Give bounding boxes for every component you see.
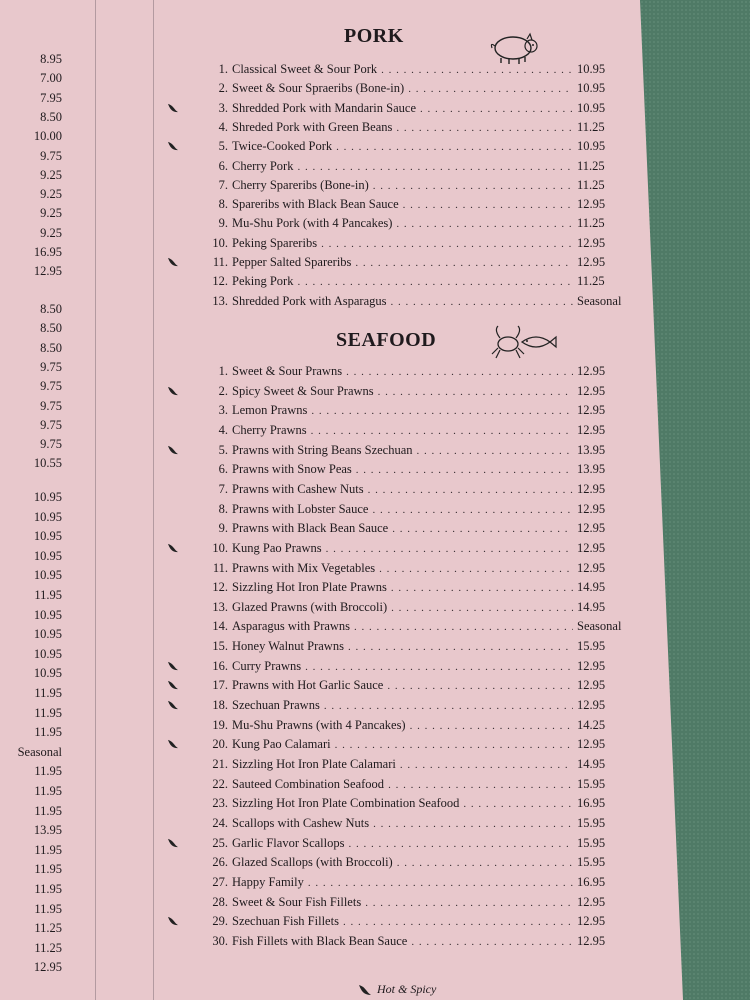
dot-leader <box>396 218 573 230</box>
menu-item-price: 11.25 <box>577 119 605 134</box>
menu-item-number: 4. <box>218 119 228 134</box>
dot-leader <box>348 838 573 850</box>
left-price: 12.95 <box>33 960 62 975</box>
left-price: 9.75 <box>40 359 62 374</box>
menu-item <box>170 294 625 312</box>
dot-leader <box>463 798 573 810</box>
menu-item <box>170 737 625 755</box>
menu-item-name: Szechuan Prawns <box>232 698 320 713</box>
menu-item-price: 12.95 <box>577 521 606 536</box>
menu-item-number: 20. <box>212 737 228 752</box>
menu-item-price: 13.95 <box>577 462 606 477</box>
menu-item-name: Honey Walnut Prawns <box>232 639 344 654</box>
dot-leader <box>311 425 573 437</box>
dot-leader <box>408 83 573 95</box>
menu-item-price: 15.95 <box>577 815 606 830</box>
menu-item <box>170 639 625 657</box>
menu-item-price: 12.95 <box>577 914 606 929</box>
menu-item <box>170 423 625 441</box>
menu-item-name: Shreded Pork with Green Beans <box>232 119 393 134</box>
menu-item <box>170 541 625 559</box>
dot-leader <box>343 916 573 928</box>
menu-item-number: 30. <box>212 933 228 948</box>
left-price: 13.95 <box>33 823 62 838</box>
left-price: 10.95 <box>33 509 62 524</box>
chili-pepper-icon <box>166 838 180 848</box>
menu-item <box>170 178 625 196</box>
menu-item-name: Kung Pao Calamari <box>232 737 331 752</box>
menu-item-price: 12.95 <box>577 894 606 909</box>
menu-item <box>170 914 625 932</box>
menu-item-name: Sweet & Sour Prawns <box>232 364 343 378</box>
left-price: 11.95 <box>34 784 62 798</box>
menu-item <box>170 600 625 618</box>
dot-leader <box>391 582 573 594</box>
menu-item-name: Twice-Cooked Pork <box>232 139 333 154</box>
menu-item-number: 8. <box>218 197 228 212</box>
menu-item <box>170 580 625 598</box>
menu-item-price: 11.25 <box>577 158 605 173</box>
menu-item-number: 26. <box>212 855 228 870</box>
menu-item-number: 23. <box>212 796 228 811</box>
left-price: 16.95 <box>33 245 62 259</box>
menu-item-name: Cherry Pork <box>232 158 294 173</box>
menu-item-name: Sizzling Hot Iron Plate Combination Seafood <box>232 796 460 811</box>
chili-pepper-icon <box>166 680 180 690</box>
menu-item-price: 12.95 <box>577 933 606 948</box>
dot-leader <box>379 563 573 575</box>
menu-item-number: 7. <box>218 177 228 192</box>
dot-leader <box>378 386 573 398</box>
menu-item-name: Spicy Sweet & Sour Prawns <box>232 383 374 398</box>
menu-item-price: 12.95 <box>577 197 606 212</box>
menu-item-price: 12.95 <box>577 422 606 437</box>
chili-pepper-icon <box>166 661 180 671</box>
menu-item-price: 12.95 <box>577 255 606 269</box>
spicy-legend <box>358 982 436 997</box>
menu-item-name: Happy Family <box>232 874 304 889</box>
left-price: 10.00 <box>33 129 62 144</box>
left-price: 11.95 <box>34 862 62 877</box>
menu-item-number: 27. <box>212 874 228 889</box>
menu-item-name: Szechuan Fish Fillets <box>232 914 339 929</box>
menu-item-price: 14.25 <box>577 717 606 732</box>
menu-item <box>170 678 625 696</box>
menu-item-number: 10. <box>212 540 228 555</box>
dot-leader <box>354 621 573 633</box>
column-divider-left <box>95 0 96 1000</box>
dot-leader <box>387 680 573 692</box>
menu-item-price: 12.95 <box>577 540 606 555</box>
menu-item-number: 19. <box>212 717 228 732</box>
left-price: 10.95 <box>33 490 62 504</box>
menu-item-name: Garlic Flavor Scallops <box>232 835 345 850</box>
menu-item-price: 15.95 <box>577 639 606 654</box>
menu-item-price: 14.95 <box>577 599 606 614</box>
left-price: 7.95 <box>40 90 62 105</box>
menu-item-name: Prawns with Black Bean Sauce <box>232 521 389 536</box>
menu-item-price: 12.95 <box>577 560 606 575</box>
dot-leader <box>420 103 573 115</box>
menu-item <box>170 855 625 873</box>
menu-item-name: Peking Pork <box>232 274 294 289</box>
menu-item <box>170 502 625 520</box>
menu-item-name: Cherry Spareribs (Bone-in) <box>232 177 369 192</box>
menu-item-number: 16. <box>212 658 228 673</box>
menu-item-price: 16.95 <box>577 796 606 811</box>
menu-item-price: 15.95 <box>577 855 606 870</box>
left-price: 9.25 <box>40 187 62 202</box>
menu-item-name: Curry Prawns <box>232 658 302 673</box>
menu-item-number: 1. <box>218 62 228 76</box>
menu-item-name: Prawns with Snow Peas <box>232 462 352 477</box>
dot-leader <box>411 936 573 948</box>
chili-pepper-icon <box>166 700 180 710</box>
spicy-legend-label: Hot & Spicy <box>377 982 437 996</box>
chili-pepper-icon <box>166 141 180 151</box>
left-price: 10.95 <box>33 627 62 642</box>
dot-leader <box>400 759 573 771</box>
menu-item-number: 15. <box>212 639 228 654</box>
left-price: 10.95 <box>33 607 62 622</box>
menu-item-number: 24. <box>212 815 228 830</box>
left-price: 10.55 <box>33 456 62 471</box>
menu-item-price: 14.95 <box>577 757 606 771</box>
menu-item <box>170 816 625 834</box>
column-divider-center <box>153 0 154 1000</box>
menu-item-name: Fish Fillets with Black Bean Sauce <box>232 933 408 948</box>
menu-item-name: Glazed Scallops (with Broccoli) <box>232 855 393 870</box>
menu-item-name: Sizzling Hot Iron Plate Prawns <box>232 580 387 595</box>
menu-item <box>170 403 625 421</box>
menu-item-name: Sizzling Hot Iron Plate Calamari <box>232 757 396 771</box>
menu-item-price: 12.95 <box>577 364 606 378</box>
dot-leader <box>326 543 573 555</box>
menu-item-number: 2. <box>218 383 228 398</box>
menu-item-number: 10. <box>212 235 228 250</box>
left-price: 9.25 <box>40 225 62 240</box>
menu-item-price: 10.95 <box>577 100 606 115</box>
dot-leader <box>348 641 573 653</box>
menu-item-price: Seasonal <box>577 293 622 308</box>
menu-item-price: 10.95 <box>577 62 606 76</box>
chili-pepper-icon <box>166 386 180 396</box>
menu-item <box>170 139 625 157</box>
menu-item <box>170 81 625 99</box>
menu-item-number: 18. <box>212 698 228 713</box>
left-price: 9.75 <box>40 398 62 413</box>
menu-item-price: 15.95 <box>577 835 606 850</box>
chili-pepper-icon <box>166 739 180 749</box>
menu-item-price: 13.95 <box>577 442 606 457</box>
left-price: 10.95 <box>33 666 62 681</box>
menu-item-name: Prawns with Lobster Sauce <box>232 501 369 516</box>
menu-item-name: Sauteed Combination Seafood <box>232 776 385 791</box>
dot-leader <box>365 897 573 909</box>
menu-item-number: 3. <box>218 403 228 418</box>
menu-item-number: 14. <box>212 619 228 634</box>
left-price: 7.00 <box>40 71 62 86</box>
dot-leader <box>335 739 573 751</box>
menu-item <box>170 159 625 177</box>
menu-item-price: 11.25 <box>577 216 605 231</box>
dot-leader <box>403 199 573 211</box>
menu-item-name: Shredded Pork with Asparagus <box>232 293 387 308</box>
menu-item-name: Glazed Prawns (with Broccoli) <box>232 599 388 614</box>
left-price: 11.95 <box>34 842 62 857</box>
menu-item-price: 12.95 <box>577 481 606 496</box>
left-price: 11.25 <box>34 940 62 955</box>
dot-leader <box>311 405 573 417</box>
left-price: 11.95 <box>34 725 62 740</box>
menu-item-number: 11. <box>212 255 228 269</box>
menu-item-price: 12.95 <box>577 383 606 398</box>
chili-pepper-icon <box>166 445 180 455</box>
left-price: 9.75 <box>40 379 62 394</box>
menu-item-name: Shredded Pork with Mandarin Sauce <box>232 100 416 115</box>
menu-item-number: 2. <box>218 81 228 96</box>
menu-item <box>170 521 625 539</box>
menu-item-name: Scallops with Cashew Nuts <box>232 815 370 830</box>
menu-item-price: 12.95 <box>577 235 606 250</box>
dot-leader <box>391 296 574 308</box>
menu-item-name: Prawns with Mix Vegetables <box>232 560 376 575</box>
left-price: 11.25 <box>34 921 62 936</box>
left-price: 8.50 <box>40 302 62 316</box>
dot-leader <box>336 141 573 153</box>
menu-item <box>170 120 625 138</box>
left-price: 8.50 <box>40 340 62 355</box>
left-price: 10.95 <box>33 568 62 583</box>
dot-leader <box>356 464 573 476</box>
left-price: 9.75 <box>40 417 62 432</box>
left-price: 10.95 <box>33 646 62 661</box>
menu-item <box>170 482 625 500</box>
menu-item-price: 11.25 <box>577 274 605 289</box>
menu-item <box>170 384 625 402</box>
dot-leader <box>396 122 573 134</box>
menu-item-name: Sweet & Sour Fish Fillets <box>232 894 362 909</box>
dot-leader <box>388 779 573 791</box>
left-price: 11.95 <box>34 686 62 700</box>
menu-item-number: 12. <box>212 274 228 289</box>
menu-item-number: 3. <box>218 100 228 115</box>
chili-pepper-icon <box>166 103 180 113</box>
menu-item-price: 12.95 <box>577 403 606 418</box>
left-price: 10.95 <box>33 529 62 544</box>
menu-item <box>170 796 625 814</box>
menu-item <box>170 255 625 273</box>
left-price: Seasonal <box>17 744 62 759</box>
menu-item-name: Prawns with String Beans Szechuan <box>232 442 413 457</box>
left-price: 9.75 <box>40 148 62 163</box>
menu-item-number: 6. <box>218 158 228 173</box>
dot-leader <box>391 602 573 614</box>
left-price: 8.50 <box>40 109 62 124</box>
left-price: 11.95 <box>34 803 62 818</box>
dot-leader <box>392 523 573 535</box>
menu-item-price: 12.95 <box>577 501 606 516</box>
menu-item-name: Prawns with Hot Garlic Sauce <box>232 678 384 693</box>
menu-item-price: 16.95 <box>577 874 606 889</box>
dot-leader <box>368 484 573 496</box>
menu-item-price: 12.95 <box>577 658 606 673</box>
menu-item-name: Lemon Prawns <box>232 403 308 418</box>
menu-item-number: 22. <box>212 776 228 791</box>
menu-item <box>170 561 625 579</box>
menu-item-name: Sweet & Sour Spraeribs (Bone-in) <box>232 81 405 96</box>
menu-item-name: Mu-Shu Pork (with 4 Pancakes) <box>232 216 393 231</box>
menu-item-number: 7. <box>218 481 228 496</box>
menu-item <box>170 62 625 80</box>
dot-leader <box>305 661 573 673</box>
menu-item-name: Classical Sweet & Sour Pork <box>232 62 378 76</box>
menu-item-number: 28. <box>212 894 228 909</box>
dot-leader <box>324 700 573 712</box>
seafood-heading: SEAFOOD <box>336 329 437 351</box>
menu-item <box>170 698 625 716</box>
menu-item <box>170 836 625 854</box>
left-price: 11.95 <box>34 901 62 916</box>
dot-leader <box>346 366 573 378</box>
menu-item-number: 25. <box>212 835 228 850</box>
menu-item <box>170 443 625 461</box>
left-price: 8.95 <box>40 52 62 66</box>
menu-item <box>170 462 625 480</box>
dot-leader <box>397 857 573 869</box>
dot-leader <box>297 276 573 288</box>
dot-leader <box>308 877 573 889</box>
menu-item-number: 8. <box>218 501 228 516</box>
menu-item <box>170 934 625 952</box>
menu-item <box>170 659 625 677</box>
left-price: 11.95 <box>34 588 62 602</box>
menu-item-price: 12.95 <box>577 737 606 752</box>
left-price: 9.75 <box>40 437 62 452</box>
left-price: 11.95 <box>34 705 62 720</box>
left-price: 11.95 <box>34 764 62 779</box>
menu-item-name: Asparagus with Prawns <box>232 619 351 634</box>
menu-item-number: 9. <box>218 216 228 231</box>
menu-item-name: Cherry Prawns <box>232 422 307 437</box>
dot-leader <box>372 504 573 516</box>
dot-leader <box>410 720 573 732</box>
menu-item-name: Pepper Salted Spareribs <box>232 255 352 269</box>
chili-pepper-icon <box>166 543 180 553</box>
menu-item-price: 10.95 <box>577 81 606 96</box>
menu-item-name: Kung Pao Prawns <box>232 540 322 555</box>
menu-item-number: 11. <box>212 560 228 575</box>
menu-item-number: 13. <box>212 599 228 614</box>
left-price: 9.25 <box>40 167 62 182</box>
menu-item-number: 4. <box>218 422 228 437</box>
dot-leader <box>321 238 573 250</box>
dot-leader <box>297 161 573 173</box>
menu-item-number: 13. <box>212 293 228 308</box>
menu-item-number: 5. <box>218 442 228 457</box>
menu-item-number: 6. <box>218 462 228 477</box>
left-price: 11.95 <box>34 882 62 896</box>
menu-item <box>170 274 625 292</box>
menu-item-price: 12.95 <box>577 698 606 713</box>
menu-item <box>170 364 625 382</box>
dot-leader <box>381 64 573 76</box>
menu-item <box>170 101 625 119</box>
menu-item <box>170 895 625 913</box>
menu-item-price: 15.95 <box>577 776 606 791</box>
menu-item <box>170 757 625 775</box>
menu-item-number: 21. <box>212 757 228 771</box>
menu-item-price: 14.95 <box>577 580 606 595</box>
menu-item-name: Spareribs with Black Bean Sauce <box>232 197 399 212</box>
menu-item-number: 17. <box>212 678 228 693</box>
chili-pepper-icon <box>358 984 372 996</box>
dot-leader <box>373 180 573 192</box>
menu-item-number: 12. <box>212 580 228 595</box>
menu-item-price: Seasonal <box>577 619 622 634</box>
dot-leader <box>373 818 573 830</box>
menu-item-number: 9. <box>218 521 228 536</box>
left-price: 8.50 <box>40 321 62 336</box>
menu-item-name: Mu-Shu Prawns (with 4 Pancakes) <box>232 717 406 732</box>
menu-item <box>170 197 625 215</box>
chili-pepper-icon <box>166 916 180 926</box>
menu-item-price: 12.95 <box>577 678 606 693</box>
menu-item-number: 1. <box>218 364 228 378</box>
chili-pepper-icon <box>166 257 180 267</box>
menu-item-number: 5. <box>218 139 228 154</box>
menu-item-name: Prawns with Cashew Nuts <box>232 481 364 496</box>
dot-leader <box>355 257 573 269</box>
menu-item-price: 10.95 <box>577 139 606 154</box>
left-price: 10.95 <box>33 548 62 563</box>
menu-item <box>170 236 625 254</box>
menu-item <box>170 216 625 234</box>
pork-heading: PORK <box>344 25 404 47</box>
pig-icon <box>487 30 543 64</box>
crab-fish-icon <box>488 322 558 362</box>
dot-leader <box>417 445 573 457</box>
menu-item <box>170 718 625 736</box>
menu-item <box>170 619 625 637</box>
menu-item-price: 11.25 <box>577 177 605 192</box>
left-price: 9.25 <box>40 206 62 221</box>
menu-item <box>170 777 625 795</box>
menu-item <box>170 875 625 893</box>
menu-item-number: 29. <box>212 914 228 929</box>
left-price: 12.95 <box>33 264 62 279</box>
menu-item-name: Peking Spareribs <box>232 235 318 250</box>
